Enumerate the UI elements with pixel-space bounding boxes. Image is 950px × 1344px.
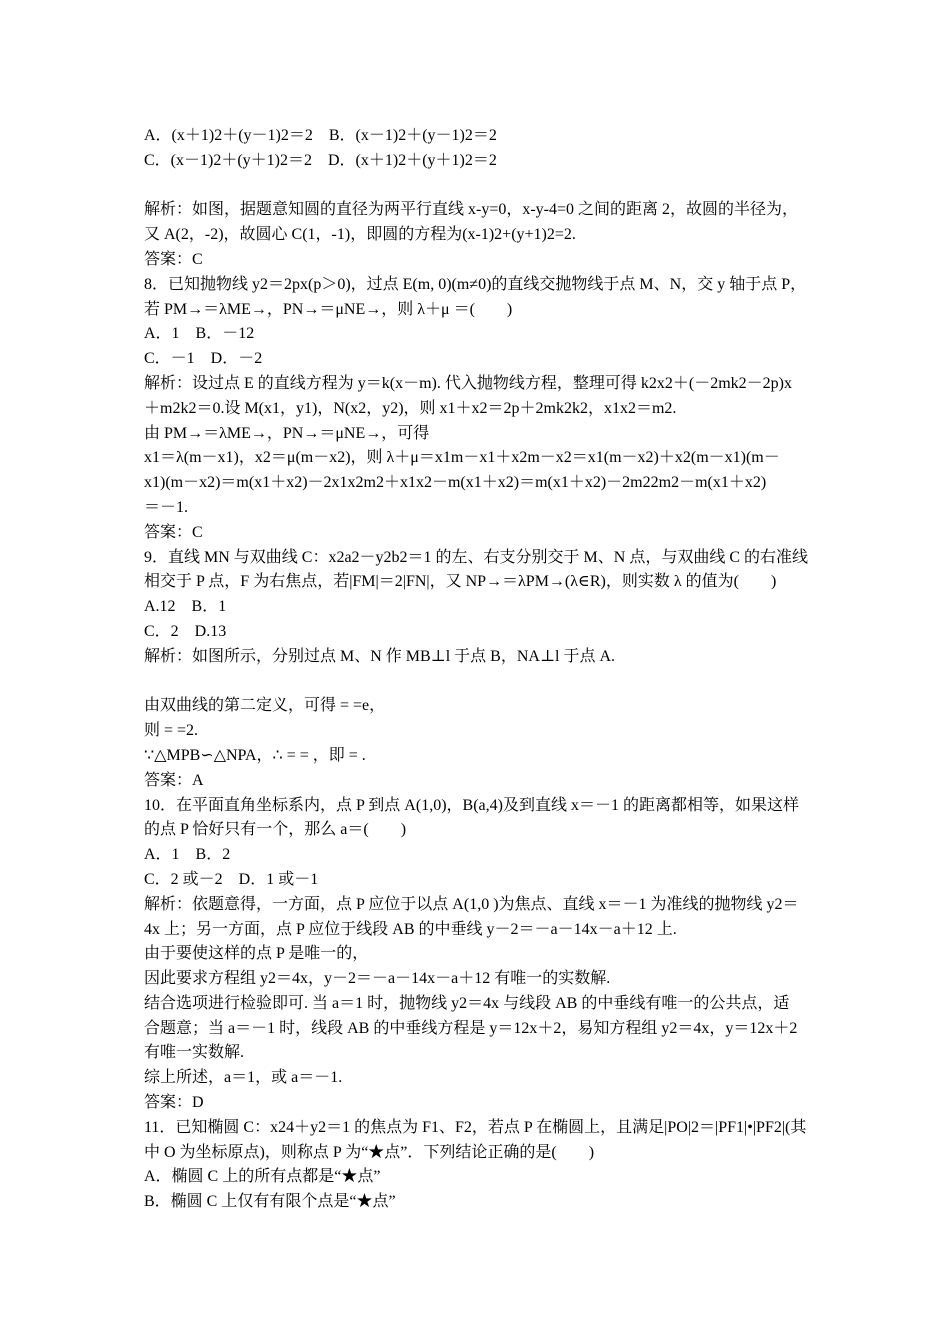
solution-line: 综上所述，a＝1，或 a＝－1. — [144, 1069, 343, 1087]
solution-line: 合题意；当 a＝－1 时，线段 AB 的中垂线方程是 y＝12x＋2，易知方程组 y2＝4x，y＝12x＋2 — [144, 1019, 798, 1037]
solution-line: 解析：设过点 E 的直线方程为 y＝k(x－m). 代入抛物线方程，整理可得 k2x2＋(－2mk2－2p)x — [144, 374, 792, 392]
solution-line: ∵△MPB∽△NPA，∴ = = ，即 = . — [144, 746, 366, 764]
solution-line: 由双曲线的第二定义，可得 = =e， — [144, 697, 386, 715]
option-line: C．(x－1)2＋(y＋1)2＝2 D．(x＋1)2＋(y＋1)2＝2 — [144, 151, 497, 169]
document-body — [144, 124, 810, 1215]
answer-line: 答案：C — [144, 523, 203, 541]
solution-line: 结合选项进行检验即可. 当 a＝1 时，抛物线 y2＝4x 与线段 AB 的中垂线有唯一的公共点，适 — [144, 994, 790, 1012]
solution-line: 由 PM→＝λME→，PN→＝μNE→，可得 — [144, 424, 430, 442]
solution-line: 有唯一实数解. — [144, 1044, 245, 1062]
solution-line: ＝－1. — [144, 498, 189, 516]
question-line: 9．直线 MN 与双曲线 C：x2a2－y2b2＝1 的左、右支分别交于 M、N 点，与双曲线 C 的右准线 — [144, 548, 809, 566]
question-line: 相交于 P 点，F 为右焦点，若|FM|＝2|FN|，又 NP→＝λPM→(λ∈R)，则实数 λ 的值为( ) — [144, 573, 777, 591]
question-line: 11．已知椭圆 C：x24＋y2＝1 的焦点为 F1、F2，若点 P 在椭圆上，且满足|PO|2＝|PF1|•|PF2|(其 — [144, 1118, 807, 1136]
question-line: 的点 P 恰好只有一个，那么 a＝( ) — [144, 821, 407, 839]
solution-line: x1＝λ(m－x1)，x2＝μ(m－x2)，则 λ＋μ＝x1m－x1＋x2m－x2＝x1(m－x2)＋x2(m－x1)(m－ — [144, 449, 780, 467]
solution-line: 解析：如图，据题意知圆的直径为两平行直线 x-y=0，x-y-4=0 之间的距离 2，故圆的半径为， — [144, 201, 799, 219]
option-line: C．2 D.13 — [144, 622, 227, 640]
question-line: 10．在平面直角坐标系内，点 P 到点 A(1,0)，B(a,4)及到直线 x＝－1 的距离都相等，如果这样 — [144, 796, 799, 814]
question-line: 中 O 为坐标原点)，则称点 P 为“★点”．下列结论正确的是( ) — [144, 1143, 595, 1161]
solution-line: 又 A(2，-2)，故圆心 C(1，-1)，即圆的方程为(x-1)2+(y+1)2=2. — [144, 226, 576, 244]
question-line: 8．已知抛物线 y2＝2px(p＞0)，过点 E(m, 0)(m≠0)的直线交抛物线于点 M、N，交 y 轴于点 P， — [144, 275, 807, 293]
option-line: B．椭圆 C 上仅有有限个点是“★点” — [144, 1193, 396, 1211]
solution-line: ＋m2k2＝0.设 M(x1，y1)，N(x2，y2)，则 x1＋x2＝2p＋2mk2k2，x1x2＝m2. — [144, 399, 677, 417]
solution-line: 则 = =2. — [144, 722, 199, 740]
option-line: C．2 或－2 D．1 或－1 — [144, 870, 319, 888]
blank-line — [144, 174, 810, 199]
blank-line — [144, 670, 810, 695]
solution-line: 4x 上；另一方面，点 P 应位于线段 AB 的中垂线 y－2＝－a－14x－a＋12 上. — [144, 920, 677, 938]
option-line: A．1 B．2 — [144, 846, 231, 864]
option-line: A．(x＋1)2＋(y－1)2＝2 B．(x－1)2＋(y－1)2＝2 — [144, 127, 497, 144]
solution-line: 由于要使这样的点 P 是唯一的， — [144, 945, 369, 963]
solution-line: 解析：依题意得，一方面，点 P 应位于以点 A(1,0 )为焦点、直线 x＝－1 为准线的抛物线 y2＝ — [144, 895, 799, 913]
solution-line: 解析：如图所示，分别过点 M、N 作 MB⊥l 于点 B，NA⊥l 于点 A. — [144, 647, 616, 665]
question-line: 若 PM→＝λME→，PN→＝μNE→，则 λ＋μ ＝( ) — [144, 300, 513, 318]
solution-line: 因此要求方程组 y2＝4x，y－2＝－a－14x－a＋12 有唯一的实数解. — [144, 970, 611, 988]
solution-line: x1)(m－x2)＝m(x1＋x2)－2x1x2m2＋x1x2－m(x1＋x2)＝m(x1＋x2)－2m22m2－m(x1＋x2) — [144, 474, 767, 492]
option-line: A．椭圆 C 上的所有点都是“★点” — [144, 1168, 381, 1186]
option-line: C．－1 D．－2 — [144, 350, 263, 368]
answer-line: 答案：D — [144, 1094, 204, 1112]
answer-line: 答案：A — [144, 771, 204, 789]
option-line: A.12 B．1 — [144, 598, 227, 616]
answer-line: 答案：C — [144, 250, 203, 268]
option-line: A．1 B．－12 — [144, 325, 255, 343]
